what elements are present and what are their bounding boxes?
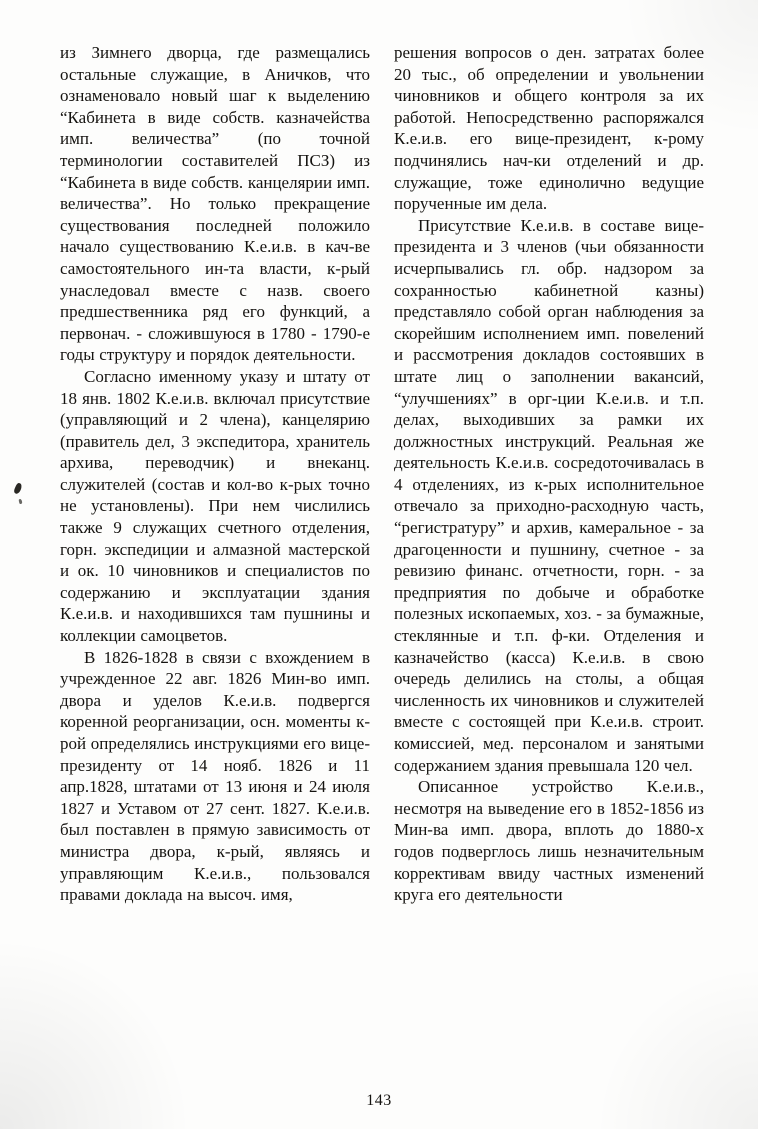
paragraph: решения вопросов о ден. затратах более 20 тыс., об определении и увольнении чиновников и общего контроля за их работой. Непосредственно распоряжался К.е.и.в. его вице-президент, к-рому подчинялись нач-ки отделений и др. служащие, тоже единолично ведущие порученные им дела. bbox=[394, 43, 704, 214]
paragraph: Присутствие К.е.и.в. в составе вице-президента и 3 членов (чьи обязанности исчерпывались гл. обр. надзором за сохранностью кабинетной казны) представляло собой орган наблюдения за скорейшим исполнением имп. повелений и рассмотрения докладов состоявших в штате лиц о заполнении вакансий, “улучшениях” в орг-ции К.е.и.в. и т.п. делах, выходивших за рамки их должностных инструкций. Реальная же деятельность К.е.и.в. сосредоточивалась в 4 отделениях, из к-рых исполнительное отвечало за приходно-расходную часть, “регистратуру” и архив, камеральное - за драгоценности и пушнину, счетное - за ревизию финанс. отчетности, горн. - за предприятия по добыче и обработке полезных ископаемых, хоз. - за бумажные, стеклянные и т.п. ф-ки. Отделения и казначейство (касса) К.е.и.в. в свою очередь делились на столы, а общая численность их чиновников и служителей вместе с состоящей при К.е.и.в. строит. комиссией, мед. персоналом и занятыми содержанием здания превышала 120 чел. bbox=[394, 215, 704, 775]
right-column bbox=[394, 42, 704, 906]
left-column bbox=[60, 42, 370, 906]
scan-artifact bbox=[13, 482, 23, 494]
text-columns bbox=[60, 42, 704, 906]
scan-artifact bbox=[19, 499, 23, 505]
paragraph: В 1826-1828 в связи с вхождением в учрежденное 22 авг. 1826 Мин-во имп. двора и уделов К.е.и.в. подвергся коренной реорганизации, осн. моменты к-рой определялись инструкциями его вице-президенту от 14 нояб. 1826 и 11 апр.1828, штатами от 13 июня и 24 июля 1827 и Уставом от 27 сент. 1827. К.е.и.в. был поставлен в прямую зависимость от министра двора, к-рый, являясь и управляющим К.е.и.в., пользовался правами доклада на высоч. имя, bbox=[60, 647, 370, 905]
paragraph: Описанное устройство К.е.и.в., несмотря на выведение его в 1852-1856 из Мин-ва имп. двора, вплоть до 1880-х годов подверглось лишь незначительным коррективам ввиду частных изменений круга его деятельности bbox=[394, 777, 704, 905]
page-number: 143 bbox=[366, 1092, 392, 1109]
paragraph: из Зимнего дворца, где размещались остальные служащие, в Аничков, что ознаменовало новый шаг к выделению “Кабинета в виде собств. казначейства имп. величества” (по точной терминологии составителей ПСЗ) из “Кабинета в виде собств. канцелярии имп. величества”. Но только прекращение существования последней положило начало существованию К.е.и.в. в кач-ве самостоятельного ин-та власти, к-рый унаследовал вместе с назв. своего предшественника ряд его функций, а первонач. - сложившуюся в 1780 - 1790-е годы структуру и порядок деятельности. bbox=[60, 43, 370, 365]
paragraph: Согласно именному указу и штату от 18 янв. 1802 К.е.и.в. включал присутствие (управляющий и 2 члена), канцелярию (правитель дел, 3 экспедитора, хранитель архива, переводчик) и внеканц. служителей (состав и кол-во к-рых точно не установлены). При нем числились также 9 служащих счетного отделения, горн. экспедиции и алмазной мастерской и ок. 10 чиновников и специалистов по содержанию и эксплуатации здания К.е.и.в. и находившихся там пушнины и коллекции самоцветов. bbox=[60, 366, 370, 646]
